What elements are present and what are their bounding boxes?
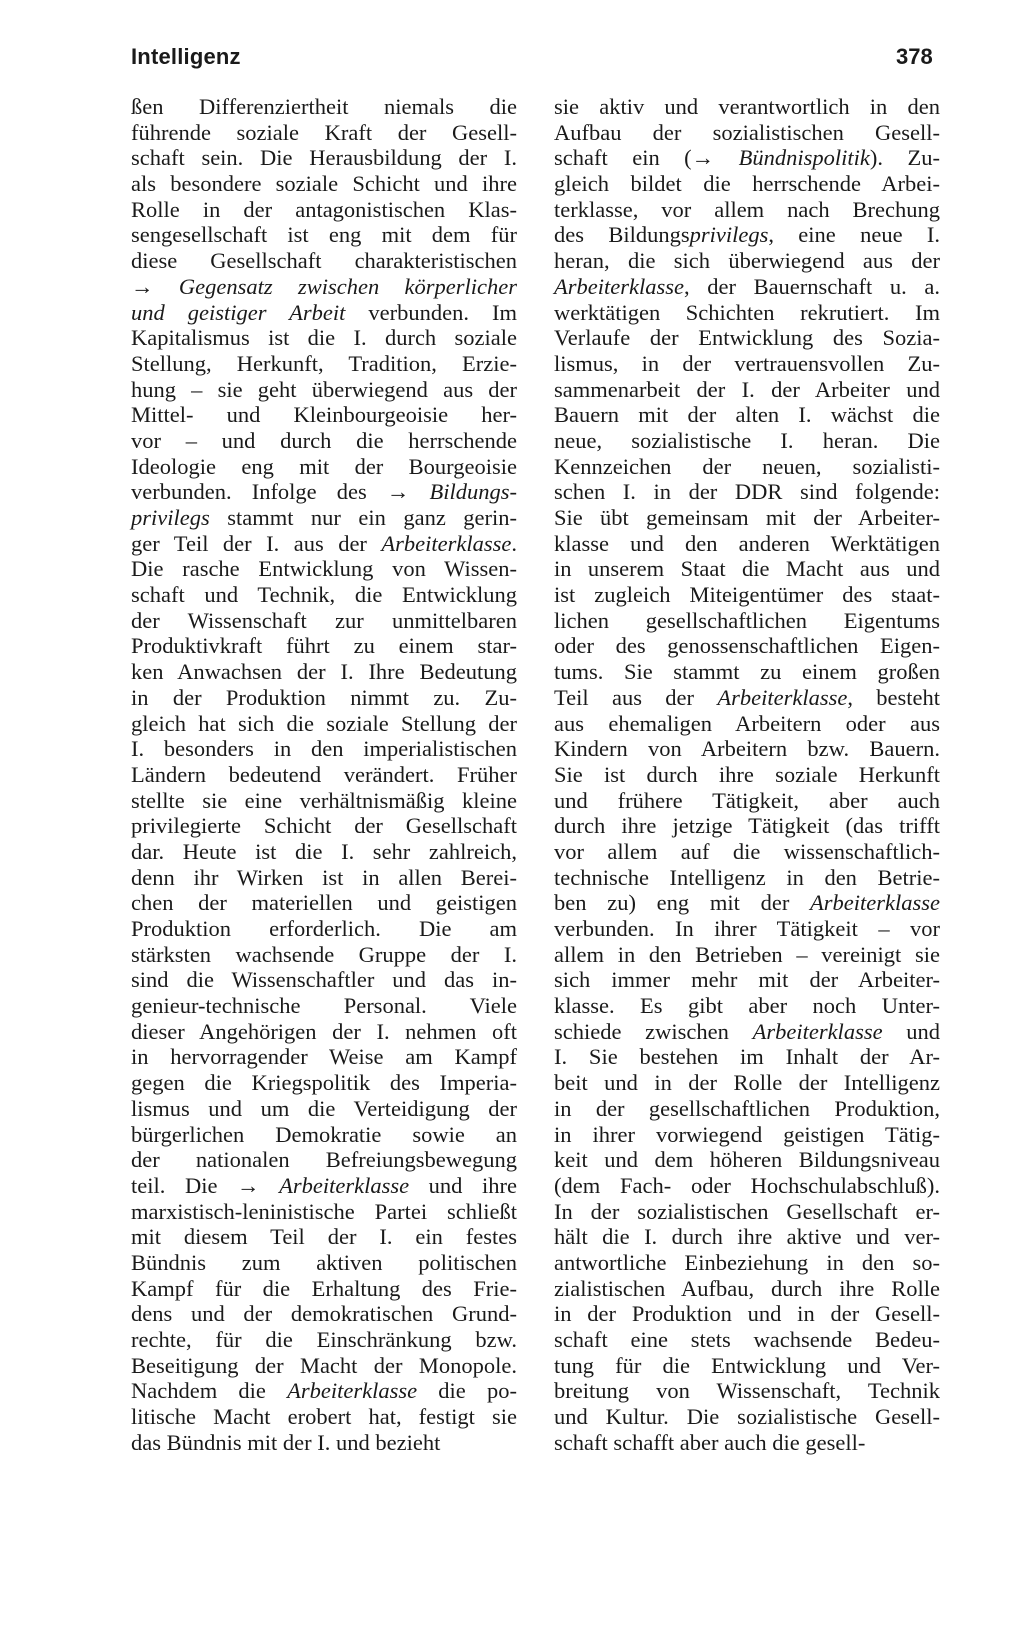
text-line: schaft eine stets wachsende Bedeu- [554,1327,940,1352]
text-line: ben zu) eng mit der Arbeiterklasse [554,890,940,916]
text-line: sie aktiv und verantwortlich in den [554,94,940,119]
text-column-right [554,94,940,1455]
text-line: Kampf für die Erhaltung des Frie- [131,1275,517,1301]
text-line: in unserem Staat die Macht aus und [554,556,940,582]
text-line: schaft ein (→ Bündnispolitik). Zu- [554,145,940,171]
text-line: In der sozialistischen Gesellschaft er- [554,1198,940,1224]
text-line: tums. Sie stammt zu einem großen [554,659,940,685]
text-line: heran, die sich überwiegend aus der [554,248,940,274]
text-line: marxistisch-leninistische Partei schließt [131,1198,517,1224]
text-line: rechte, für die Einschränkung bzw. [131,1327,517,1352]
text-line: Verlaufe der Entwicklung des Sozia- [554,325,940,351]
text-line: hung – sie geht überwiegend aus der [131,376,517,402]
text-line: in hervorragender Weise am Kampf [131,1044,517,1070]
text-line: ken Anwachsen der I. Ihre Bedeutung [131,659,517,685]
text-line: hält die I. durch ihre aktive und ver- [554,1224,940,1250]
text-line: Kapitalismus ist die I. durch soziale [131,325,517,351]
text-line: Sie übt gemeinsam mit der Arbeiter- [554,505,940,530]
text-line: Ländern bedeutend verändert. Früher [131,761,517,787]
text-line: bürgerlichen Demokratie sowie an [131,1121,517,1147]
text-line: (dem Fach- oder Hochschulabschluß). [554,1172,940,1198]
text-line: klasse und den anderen Werktätigen [554,530,940,556]
text-line: in der Produktion nimmt zu. Zu- [131,684,517,710]
text-line: Beseitigung der Macht der Monopole. [131,1352,517,1378]
text-line: Kennzeichen der neuen, sozialisti- [554,453,940,479]
text-line: dar. Heute ist die I. sehr zahlreich, [131,838,517,864]
text-line: I. Sie bestehen im Inhalt der Ar- [554,1044,940,1070]
text-line: diese Gesellschaft charakteristischen [131,248,517,274]
text-line: Arbeiterklasse, der Bauernschaft u. a. [554,273,940,299]
text-line: schiede zwischen Arbeiterklasse und [554,1018,941,1044]
text-line: und Kultur. Die sozialistische Gesell- [554,1404,940,1430]
text-line: gleich bildet die herrschende Arbei- [554,171,940,197]
text-line: ßen Differenziertheit niemals die [131,94,517,119]
text-line: lismus, in der vertrauensvollen Zu- [554,350,940,376]
text-line: litische Macht erobert hat, festigt sie [131,1404,517,1430]
text-line: keit und dem höheren Bildungsniveau [554,1147,940,1173]
text-line: gleich hat sich die soziale Stellung der [131,710,517,736]
text-line: gegen die Kriegspolitik des Imperia- [131,1070,517,1096]
text-line: in ihrer vorwiegend geistigen Tätig- [554,1121,940,1147]
text-line: tung für die Entwicklung und Ver- [554,1352,940,1378]
text-line: der Wissenschaft zur unmittelbaren [131,607,517,633]
text-line: teil. Die → Arbeiterklasse und ihre [131,1172,517,1198]
text-line: Bauern mit der alten I. wächst die [554,402,940,428]
text-line: → Gegensatz zwischen körperlicher [131,273,518,299]
text-line: allem in den Betrieben – vereinigt sie [554,941,940,967]
text-line: antwortliche Einbeziehung in den so- [554,1249,940,1275]
text-line: Produktivkraft führt zu einem star- [131,633,517,659]
text-line: verbunden. In ihrer Tätigkeit – vor [554,916,940,941]
text-line: des Bildungsprivilegs, eine neue I. [554,222,940,248]
text-line: genieur-technische Personal. Viele [131,993,517,1019]
text-line: führende soziale Kraft der Gesell- [131,119,517,145]
text-line: chen der materiellen und geistigen [131,890,517,916]
text-line: terklasse, vor allem nach Brechung [554,196,940,222]
text-line: sich immer mehr mit der Arbeiter- [554,967,940,993]
text-line: Sie ist durch ihre soziale Herkunft [554,761,940,787]
text-line: privilegs stammt nur ein ganz gerin- [131,505,517,530]
page-number: 378 [896,44,933,69]
text-line: oder des genossenschaftlichen Eigen- [554,633,940,659]
text-line: technische Intelligenz in den Betrie- [554,864,940,890]
text-line: Mittel- und Kleinbourgeoisie her- [131,402,517,428]
text-line: ist zugleich Miteigentümer des staat- [554,582,940,608]
text-line: beit und in der Rolle der Intelligenz [554,1070,940,1096]
text-line: Rolle in der antagonistischen Klas- [131,196,517,222]
text-line: durch ihre jetzige Tätigkeit (das trifft [554,813,940,839]
text-line: sengesellschaft ist eng mit dem für [131,222,517,248]
text-line: dens und der demokratischen Grund- [131,1301,517,1327]
text-line: Bündnis zum aktiven politischen [131,1249,517,1275]
text-line: in der Produktion und in der Gesell- [554,1301,940,1327]
text-column-left [131,94,517,1455]
text-line: schen I. in der DDR sind folgende: [554,479,940,505]
text-line: stärksten wachsende Gruppe der I. [131,941,517,967]
text-line: Aufbau der sozialistischen Gesell- [554,119,940,145]
text-line: lismus und um die Verteidigung der [131,1095,517,1121]
text-line: Nachdem die Arbeiterklasse die po- [131,1378,517,1404]
text-line: und geistiger Arbeit verbunden. Im [131,299,517,325]
text-line: vor allem auf die wissenschaftlich- [554,838,940,864]
text-line: schaft und Technik, die Entwicklung [131,582,517,608]
text-line: als besondere soziale Schicht und ihre [131,171,517,197]
text-line: stellte sie eine verhältnismäßig kleine [131,787,517,813]
text-line: verbunden. Infolge des → Bildungs- [131,479,517,505]
text-line: das Bündnis mit der I. und bezieht [131,1429,441,1455]
text-line: und frühere Tätigkeit, aber auch [554,787,940,813]
text-line: Stellung, Herkunft, Tradition, Erzie- [131,350,517,376]
text-line: schaft schafft aber auch die gesell- [554,1429,866,1455]
text-line: aus ehemaligen Arbeitern oder aus [554,710,940,736]
text-line: privilegierte Schicht der Gesellschaft [131,813,517,839]
running-head-title: Intelligenz [131,44,241,69]
text-line: zialistischen Aufbau, durch ihre Rolle [554,1275,940,1301]
text-line: Produktion erforderlich. Die am [131,916,517,941]
text-line: in der gesellschaftlichen Produktion, [554,1095,940,1121]
text-line: Kindern von Arbeitern bzw. Bauern. [554,736,940,762]
text-line: breitung von Wissenschaft, Technik [554,1378,940,1404]
text-line: neue, sozialistische I. heran. Die [554,427,940,453]
text-line: lichen gesellschaftlichen Eigentums [554,607,940,633]
text-line: sammenarbeit der I. der Arbeiter und [554,376,940,402]
text-line: klasse. Es gibt aber noch Unter- [554,993,940,1019]
text-line: vor – und durch die herrschende [131,427,517,453]
text-line: Teil aus der Arbeiterklasse, besteht [554,684,941,710]
text-line: mit diesem Teil der I. ein festes [131,1224,517,1250]
text-line: I. besonders in den imperialistischen [131,736,517,762]
text-line: schaft sein. Die Herausbildung der I. [131,145,517,171]
text-line: werktätigen Schichten rekrutiert. Im [554,299,940,325]
text-line: der nationalen Befreiungsbewegung [131,1147,517,1173]
text-line: Die rasche Entwicklung von Wissen- [131,556,517,582]
text-line: sind die Wissenschaftler und das in- [131,967,517,993]
text-line: denn ihr Wirken ist in allen Berei- [131,864,517,890]
text-line: ger Teil der I. aus der Arbeiterklasse. [131,530,517,556]
text-line: Ideologie eng mit der Bourgeoisie [131,453,517,479]
text-line: dieser Angehörigen der I. nehmen oft [131,1018,517,1044]
